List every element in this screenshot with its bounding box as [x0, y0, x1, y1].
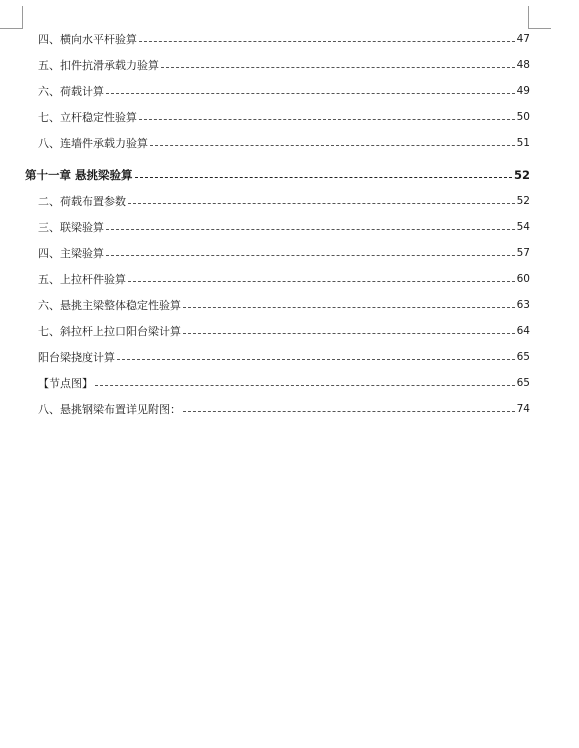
toc-entry[interactable]: [25, 52, 530, 78]
toc-page-number: 54: [516, 221, 530, 233]
toc-dot-leader: [183, 333, 515, 334]
toc-dot-leader: [161, 67, 515, 68]
toc-entry[interactable]: [25, 26, 530, 52]
toc-page-number: 49: [516, 85, 530, 97]
toc-dot-leader: [128, 203, 515, 204]
toc-dot-leader: [139, 119, 515, 120]
toc-page-number: 65: [516, 351, 530, 363]
toc-entry[interactable]: [25, 188, 530, 214]
toc-entry-title: 三、联梁验算: [38, 221, 104, 234]
toc-entry-title: 七、立杆稳定性验算: [38, 111, 137, 124]
toc-entry-title: 四、主梁验算: [38, 247, 104, 260]
toc-entry[interactable]: [25, 214, 530, 240]
toc-page-number: 47: [516, 33, 530, 45]
toc-dot-leader: [183, 307, 515, 308]
toc-entry[interactable]: [25, 104, 530, 130]
toc-entry-title: 阳台梁挠度计算: [38, 351, 115, 364]
toc-dot-leader: [106, 255, 515, 256]
toc-dot-leader: [95, 385, 515, 386]
toc-entry-title: 七、斜拉杆上拉口阳台梁计算: [38, 325, 181, 338]
toc-entry[interactable]: [25, 396, 530, 422]
toc-dot-leader: [128, 281, 515, 282]
toc-entry-title: 【节点图】: [38, 377, 93, 390]
toc-entry-title: 五、上拉杆件验算: [38, 273, 126, 286]
toc-page-number: 57: [516, 247, 530, 259]
toc-page-number: 48: [516, 59, 530, 71]
toc-entry-title: 二、荷载布置参数: [38, 195, 126, 208]
toc-page-number: 51: [516, 137, 530, 149]
toc-entry-title: 五、扣件抗滑承载力验算: [38, 59, 159, 72]
toc-page-number: 52: [516, 195, 530, 207]
toc-page-number: 52: [513, 168, 530, 182]
toc-entry[interactable]: [25, 78, 530, 104]
toc-page-number: 63: [516, 299, 530, 311]
toc-entry-title: 第十一章 悬挑梁验算: [25, 168, 133, 182]
toc-entry[interactable]: [25, 292, 530, 318]
toc-entry[interactable]: [25, 344, 530, 370]
toc-dot-leader: [117, 359, 515, 360]
toc-page-number: 65: [516, 377, 530, 389]
table-of-contents: [25, 26, 530, 422]
page-corner-mark-right: [528, 6, 551, 29]
toc-dot-leader: [139, 41, 515, 42]
toc-entry[interactable]: [25, 266, 530, 292]
toc-page-number: 74: [516, 403, 530, 415]
toc-chapter-entry[interactable]: [25, 162, 530, 188]
toc-entry[interactable]: [25, 240, 530, 266]
page-corner-mark-left: [0, 6, 23, 29]
toc-dot-leader: [183, 411, 515, 412]
toc-entry-title: 八、悬挑钢梁布置详见附图：: [38, 403, 181, 416]
toc-dot-leader: [106, 93, 515, 94]
toc-page-number: 60: [516, 273, 530, 285]
toc-entry[interactable]: [25, 370, 530, 396]
toc-entry-title: 六、悬挑主梁整体稳定性验算: [38, 299, 181, 312]
toc-page-number: 50: [516, 111, 530, 123]
toc-entry-title: 六、荷载计算: [38, 85, 104, 98]
toc-dot-leader: [106, 229, 515, 230]
toc-page-number: 64: [516, 325, 530, 337]
toc-entry[interactable]: [25, 130, 530, 156]
toc-entry-title: 八、连墙件承载力验算: [38, 137, 148, 150]
toc-dot-leader: [135, 177, 512, 178]
toc-entry-title: 四、横向水平杆验算: [38, 33, 137, 46]
toc-entry[interactable]: [25, 318, 530, 344]
toc-dot-leader: [150, 145, 515, 146]
